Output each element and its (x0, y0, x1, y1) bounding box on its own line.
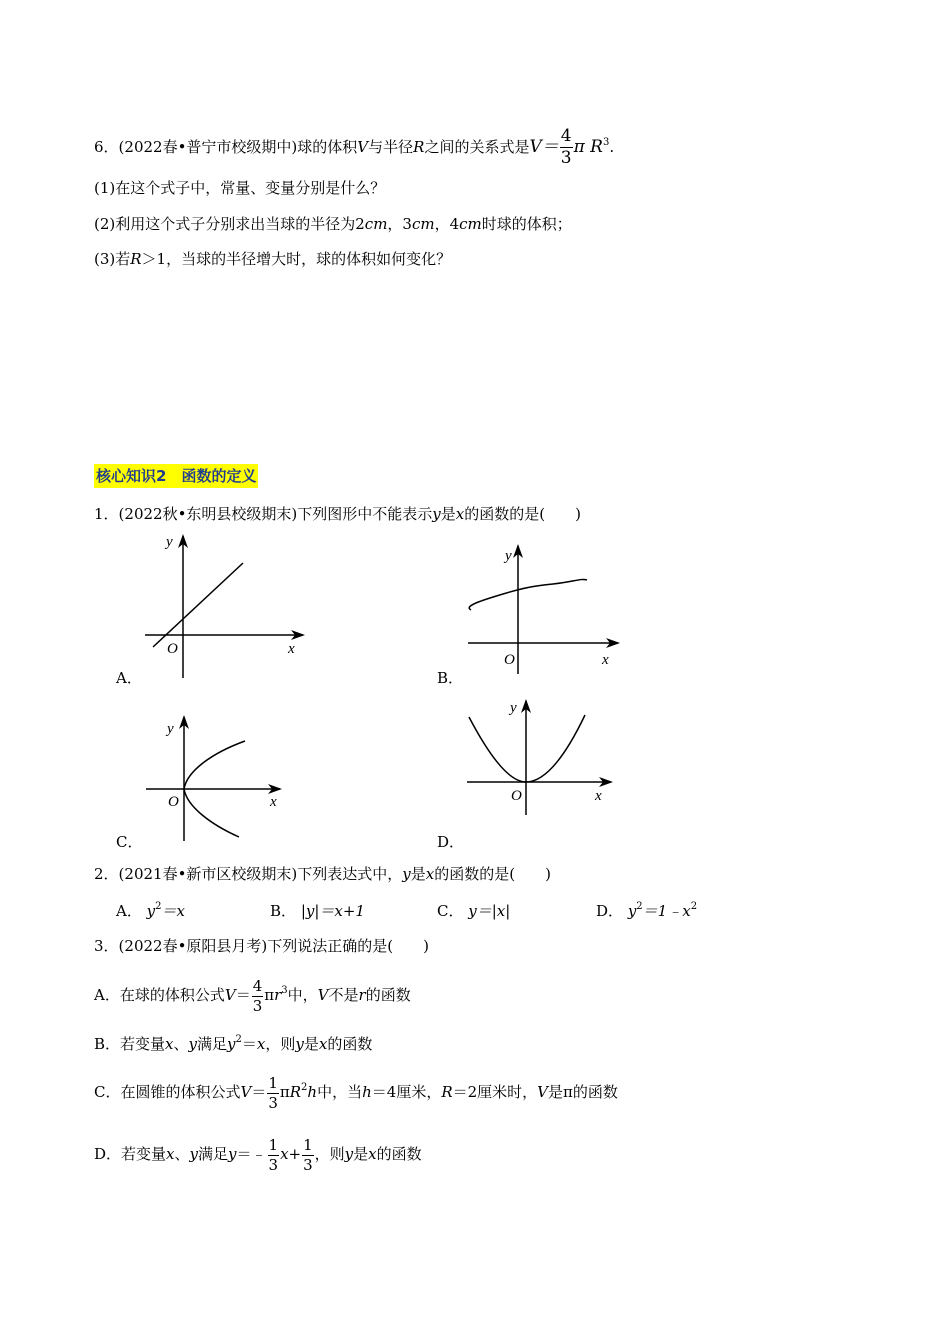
q6-var-v: V (357, 138, 369, 156)
q2-d-mid: ＝1﹣x (642, 902, 691, 920)
q3-d-fraction1 (268, 1135, 280, 1174)
q3-d-eq: ＝﹣ (236, 1145, 267, 1163)
q3-b-e: 的函数 (327, 1035, 373, 1053)
q6-fraction (560, 128, 573, 167)
q3-b-x2: x (256, 1035, 266, 1053)
q3-b-x: x (165, 1035, 174, 1053)
q1-option-c[interactable]: C． (116, 833, 143, 851)
q3-c-v2: V (537, 1083, 549, 1101)
q3-a-pi: π (264, 986, 275, 1004)
q2-x: x (425, 865, 435, 883)
q6-part2 (94, 214, 572, 234)
graph-d-curve (469, 715, 585, 782)
q1-prefix: 1．(2022秋•东明县校级期末)下列图形中不能表示 (94, 505, 433, 523)
q3-d-c: ，则 (314, 1145, 345, 1163)
q3-b-d: 是 (303, 1035, 319, 1053)
q6-stem (94, 128, 614, 167)
q3-a-r2: r (358, 986, 366, 1004)
q6-formula-lhs: V＝ (529, 137, 559, 157)
q3-b-c: ，则 (265, 1035, 296, 1053)
q6-p2-cm2: cm (411, 215, 435, 233)
q6-p2-d: 时球的体积； (481, 215, 572, 233)
q3-c-v: V (240, 1083, 252, 1101)
q3-c-pi: π (279, 1083, 290, 1101)
q3-c-d: ＝2厘米时， (452, 1083, 538, 1101)
graph-c (142, 713, 292, 843)
q1-mid: 是 (440, 505, 456, 523)
q2-b-text: |y|＝x+1 (300, 902, 365, 920)
q2-y: y (402, 865, 411, 883)
q3-d-fraction2 (302, 1135, 314, 1174)
q3-d-a: D．若变量 (94, 1145, 167, 1163)
q3-a-eq: ＝ (235, 986, 251, 1004)
q3-c-fraction (267, 1073, 279, 1112)
graph-d-y-label: y (510, 700, 517, 716)
q2-d-lhs: y (627, 902, 637, 920)
q6-p2-cm3: cm (459, 215, 482, 233)
q3-stem (94, 936, 429, 956)
q6-frac-den: 3 (560, 148, 572, 168)
q2-mid: 是 (410, 865, 426, 883)
q2-option-d[interactable] (596, 900, 697, 921)
graph-c-y-label: y (167, 721, 174, 737)
q3-d-y3: y (344, 1145, 354, 1163)
q3-a-d: 的函数 (365, 986, 411, 1004)
q3-d-num2: 1 (303, 1135, 313, 1154)
q6-pi: π (573, 137, 585, 157)
q2-c-label: C． (437, 902, 464, 920)
q3-d-den1: 3 (268, 1155, 279, 1174)
q2-option-b[interactable] (270, 900, 365, 921)
q3-option-c[interactable] (94, 1075, 618, 1111)
q3-b-a: B．若变量 (94, 1035, 166, 1053)
q2-stem (94, 864, 551, 884)
q1-option-d[interactable]: D． (437, 833, 465, 851)
q1-x: x (455, 505, 465, 523)
q3-option-a[interactable] (94, 978, 411, 1014)
q6-part3 (94, 249, 451, 269)
q3-c-e: 是π的函数 (548, 1083, 618, 1101)
graph-a-x-label: x (288, 641, 295, 657)
q3-d-plus: + (288, 1145, 302, 1163)
q3-d-e: 的函数 (376, 1145, 422, 1163)
graph-d-origin-label: O (511, 788, 522, 804)
q1-y: y (432, 505, 441, 523)
q2-b-label: B． (270, 902, 297, 920)
graph-a (140, 532, 310, 682)
q3-c-r2: R (441, 1083, 453, 1101)
q3-c-num: 1 (268, 1073, 278, 1092)
q3-prefix: 3．(2022春•原阳县月考)下列说法正确的是( ) (94, 937, 429, 955)
q3-c-h: h (307, 1083, 318, 1101)
q3-a-num: 4 (252, 976, 263, 995)
q3-b-exp: 2 (235, 1034, 242, 1045)
q3-d-den2: 3 (303, 1155, 313, 1174)
graph-b-y-label: y (505, 548, 512, 564)
q3-d-x2: x (280, 1145, 289, 1163)
graph-c-origin-label: O (168, 794, 179, 810)
q6-r2: R (590, 137, 603, 157)
q3-b-y2: y (227, 1035, 236, 1053)
q6-formula (529, 126, 610, 168)
q6-end: . (609, 138, 615, 156)
q6-p2-a: (2)利用这个式子分别求出当球的半径为2 (94, 215, 365, 233)
graph-c-x-label: x (270, 794, 277, 810)
q3-b-y3: y (295, 1035, 304, 1053)
q3-a-v: V (224, 986, 236, 1004)
section-heading: 核心知识2 函数的定义 (94, 464, 258, 488)
q3-d-y2: y (228, 1145, 237, 1163)
q2-option-a[interactable] (116, 900, 185, 921)
q3-option-b[interactable] (94, 1034, 372, 1054)
q6-var-r: R (413, 138, 425, 156)
q3-b-x3: x (318, 1035, 328, 1053)
q2-d-label: D． (596, 902, 624, 920)
q6-p1: (1)在这个式子中，常量、变量分别是什么？ (94, 179, 386, 197)
q3-d-num1: 1 (268, 1135, 279, 1154)
q3-d-y: y (189, 1145, 198, 1163)
q3-b-eq: ＝ (241, 1035, 257, 1053)
q6-p3-a: (3)若 (94, 250, 131, 268)
q3-a-exp: 3 (281, 985, 288, 996)
q6-mid2: 之间的关系式是 (424, 138, 530, 156)
q6-p3-b: ＞1，当球的半径增大时，球的体积如何变化？ (141, 250, 452, 268)
q3-d-x3: x (368, 1145, 377, 1163)
q1-suffix: 的函数的是( ) (464, 505, 581, 523)
q6-p2-cm1: cm (364, 215, 388, 233)
q3-a-c: 不是 (328, 986, 359, 1004)
q1-option-b[interactable]: B． (437, 669, 464, 687)
graph-b-curve (469, 579, 587, 610)
q6-p2-b: ，3 (387, 215, 412, 233)
graph-b-origin-label: O (504, 652, 515, 668)
q6-part1 (94, 178, 385, 198)
q6-p2-c: ，4 (434, 215, 460, 233)
q3-d-sep: 、 (174, 1145, 190, 1163)
q3-a-b: 中， (287, 986, 318, 1004)
q3-d-x: x (166, 1145, 175, 1163)
q3-c-h2: h (362, 1083, 372, 1101)
q3-c-r: R (289, 1083, 302, 1101)
q3-c-exp: 2 (301, 1082, 308, 1093)
q3-a-v2: V (317, 986, 329, 1004)
q2-a-lhs: y (146, 902, 156, 920)
q2-d-exp2: 2 (690, 901, 698, 912)
q2-a-exp: 2 (155, 901, 162, 912)
graph-b-x-label: x (602, 652, 609, 668)
q3-a-a: A．在球的体积公式 (94, 986, 225, 1004)
q3-option-d[interactable] (94, 1137, 422, 1173)
q2-d-exp: 2 (636, 901, 643, 912)
q2-prefix: 2．(2021春•新市区校级期末)下列表达式中， (94, 865, 403, 883)
q6-p3-r: R (130, 250, 142, 268)
q3-b-sep: 、 (173, 1035, 189, 1053)
q2-suffix: 的函数的是( ) (434, 865, 551, 883)
q6-prefix: 6．(2022春•普宁市校级期中)球的体积 (94, 138, 358, 156)
graph-d (463, 697, 623, 827)
q6-mid1: 与半径 (368, 138, 414, 156)
q2-a-label: A． (116, 902, 142, 920)
q3-d-b: 满足 (198, 1145, 229, 1163)
q3-c-eq: ＝ (251, 1083, 267, 1101)
q3-c-b: 中，当 (317, 1083, 363, 1101)
graph-a-y-label: y (166, 534, 173, 550)
graph-d-x-label: x (595, 788, 602, 804)
q2-c-text: y＝|x| (468, 902, 511, 920)
q1-stem (94, 504, 581, 524)
q6-frac-num: 4 (560, 126, 572, 146)
graph-b (463, 542, 623, 672)
q3-c-a: C．在圆锥的体积公式 (94, 1083, 241, 1101)
q3-c-c: ＝4厘米， (371, 1083, 442, 1101)
q6-exp: 3 (602, 137, 610, 148)
q3-a-r: r (274, 986, 282, 1004)
q3-a-fraction (252, 976, 264, 1015)
q2-a-rest: ＝x (161, 902, 185, 920)
q1-option-a[interactable]: A． (116, 669, 142, 687)
q3-a-den: 3 (252, 996, 263, 1015)
q3-b-b: 满足 (197, 1035, 228, 1053)
q3-c-den: 3 (268, 1093, 278, 1112)
q2-option-c[interactable] (437, 900, 510, 921)
q3-d-d: 是 (353, 1145, 369, 1163)
q3-b-y: y (188, 1035, 197, 1053)
graph-a-origin-label: O (167, 641, 178, 657)
